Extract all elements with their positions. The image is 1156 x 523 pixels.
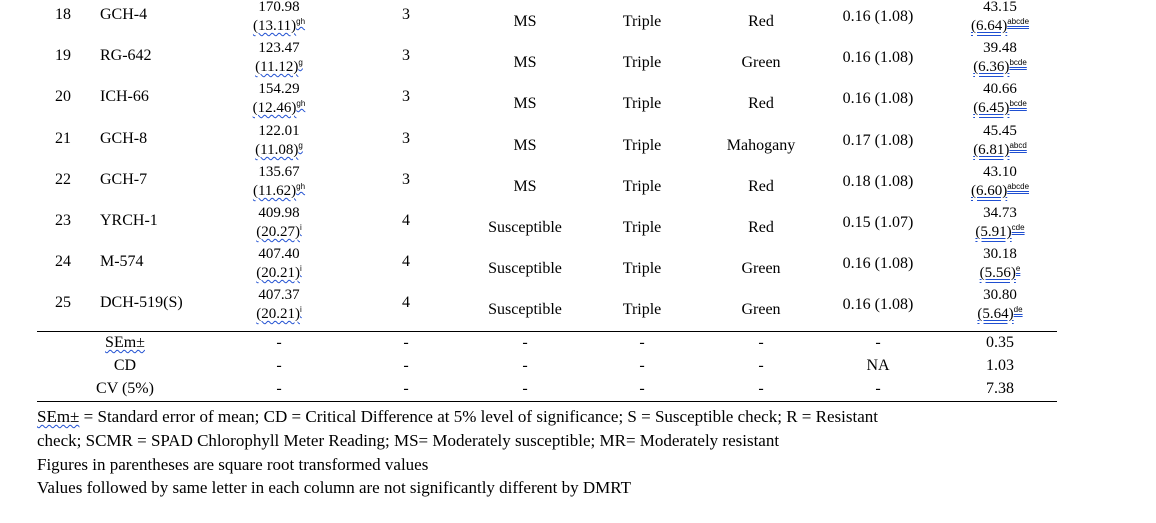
- yield-transformed-cell: [945, 305, 1055, 323]
- stats-cell: -: [875, 380, 881, 397]
- yield-value: 43.15: [983, 0, 1017, 15]
- disease-reaction: MS: [513, 137, 537, 154]
- stats-cell: -: [522, 357, 528, 374]
- stats-label: CD: [113, 357, 137, 374]
- stats-cell: -: [758, 380, 764, 397]
- entry-name: GCH-4: [100, 6, 148, 23]
- raw-transformed-cell: [243, 182, 315, 200]
- scmr-value: 0.16 (1.08): [842, 90, 914, 107]
- disease-reaction: Susceptible: [488, 260, 562, 277]
- stats-row: [0, 334, 1156, 356]
- raw-letter: gh: [296, 17, 306, 26]
- raw-transformed-cell: [243, 223, 315, 241]
- yield-letter: abcde: [1007, 17, 1030, 26]
- footnote-line-4: Values followed by same letter in each column are not significantly different by DMRT: [37, 478, 631, 497]
- yield-transformed: (5.64): [977, 306, 1014, 322]
- scmr-value: 0.16 (1.08): [842, 49, 914, 66]
- stats-label: SEm±: [105, 334, 145, 351]
- entry-name: YRCH-1: [100, 212, 158, 229]
- yield-transformed: (6.64): [970, 18, 1008, 34]
- footnote-line-2: check; SCMR = SPAD Chlorophyll Meter Reading; MS= Moderately susceptible; MR= Moderately resistant: [37, 431, 780, 450]
- yield-transformed-cell: [945, 58, 1055, 76]
- hybrid-type: Triple: [622, 178, 662, 195]
- table-row: [0, 0, 1156, 41]
- table-bottom-rule: [37, 331, 1057, 332]
- yield-transformed: (5.56): [979, 265, 1016, 281]
- footnote-sem-abbr: SEm±: [37, 407, 80, 426]
- disease-score: 4: [402, 212, 410, 229]
- entry-number: 22: [55, 171, 71, 188]
- raw-transformed: (13.11): [252, 18, 297, 34]
- raw-transformed: (20.27): [256, 224, 300, 240]
- disease-reaction: Susceptible: [488, 301, 562, 318]
- yield-letter: de: [1013, 305, 1023, 314]
- scmr-value: 0.16 (1.08): [842, 8, 914, 25]
- stats-cell: -: [403, 334, 409, 351]
- hybrid-type: Triple: [622, 137, 662, 154]
- stem-color: Mahogany: [726, 137, 796, 154]
- hybrid-type: Triple: [622, 54, 662, 71]
- scmr-value: 0.18 (1.08): [842, 173, 914, 190]
- yield-transformed-cell: [945, 264, 1055, 282]
- raw-transformed: (20.21): [256, 265, 300, 281]
- stats-cell: -: [639, 380, 645, 397]
- raw-letter: g: [298, 141, 303, 150]
- table-row: [0, 288, 1156, 329]
- table-row: [0, 124, 1156, 165]
- stem-color: Green: [741, 301, 781, 318]
- disease-score: 3: [402, 47, 410, 64]
- entry-name: GCH-8: [100, 130, 148, 147]
- raw-value: 122.01: [258, 123, 300, 139]
- entry-number: 19: [55, 47, 71, 64]
- stats-cell: -: [758, 357, 764, 374]
- yield-letter: abcd: [1009, 141, 1027, 150]
- table-end-rule: [37, 401, 1057, 402]
- entry-number: 21: [55, 130, 71, 147]
- raw-transformed-cell: [243, 305, 315, 323]
- disease-score: 4: [402, 253, 410, 270]
- yield-value: 39.48: [983, 40, 1017, 56]
- stats-cell: -: [276, 380, 282, 397]
- stats-cell: -: [758, 334, 764, 351]
- entry-number: 18: [55, 6, 71, 23]
- yield-value: 30.18: [983, 246, 1017, 262]
- stats-cell: -: [639, 357, 645, 374]
- entry-name: M-574: [100, 253, 144, 270]
- yield-value: 40.66: [983, 81, 1017, 97]
- table-row: [0, 206, 1156, 247]
- scmr-value: 0.16 (1.08): [842, 255, 914, 272]
- scmr-value: 0.17 (1.08): [842, 132, 914, 149]
- raw-letter: i: [299, 223, 302, 232]
- entry-number: 24: [55, 253, 71, 270]
- table-row: [0, 165, 1156, 206]
- disease-score: 4: [402, 294, 410, 311]
- disease-reaction: MS: [513, 178, 537, 195]
- stats-cell: -: [875, 334, 881, 351]
- stats-cell: NA: [866, 357, 890, 374]
- yield-letter: cde: [1011, 223, 1025, 232]
- raw-value: 407.40: [258, 246, 300, 262]
- yield-transformed-cell: [945, 17, 1055, 35]
- yield-letter: bcde: [1009, 99, 1027, 108]
- yield-letter: e: [1015, 264, 1021, 273]
- table-row: [0, 41, 1156, 82]
- raw-transformed-cell: [243, 264, 315, 282]
- footnote-line-1-text: = Standard error of mean; CD = Critical Difference at 5% level of significance; S = Susceptible check; R = Resistant: [79, 407, 878, 426]
- disease-reaction: Susceptible: [488, 219, 562, 236]
- stats-row: [0, 380, 1156, 402]
- stats-cell: -: [522, 380, 528, 397]
- yield-transformed: (6.45): [973, 100, 1010, 116]
- raw-letter: i: [299, 264, 302, 273]
- stats-cell: -: [276, 357, 282, 374]
- stem-color: Red: [748, 219, 774, 236]
- yield-letter: bcde: [1009, 58, 1027, 67]
- hybrid-type: Triple: [622, 95, 662, 112]
- table-row: [0, 247, 1156, 288]
- raw-value: 409.98: [258, 205, 300, 221]
- raw-transformed-cell: [243, 141, 315, 159]
- stats-cell: -: [403, 380, 409, 397]
- raw-value: 170.98: [258, 0, 300, 15]
- entry-name: ICH-66: [100, 88, 149, 105]
- disease-score: 3: [402, 6, 410, 23]
- hybrid-type: Triple: [622, 219, 662, 236]
- raw-transformed: (12.46): [252, 100, 297, 116]
- raw-value: 407.37: [258, 287, 300, 303]
- stats-cell: -: [276, 334, 282, 351]
- scmr-value: 0.16 (1.08): [842, 296, 914, 313]
- raw-value: 154.29: [258, 81, 300, 97]
- raw-value: 123.47: [258, 40, 300, 56]
- disease-score: 3: [402, 130, 410, 147]
- yield-transformed: (6.36): [973, 59, 1010, 75]
- yield-transformed-cell: [945, 182, 1055, 200]
- stem-color: Red: [748, 178, 774, 195]
- stats-row: [0, 357, 1156, 379]
- hybrid-type: Triple: [622, 301, 662, 318]
- entry-name: RG-642: [100, 47, 152, 64]
- stem-color: Green: [741, 54, 781, 71]
- disease-score: 3: [402, 171, 410, 188]
- raw-letter: gh: [296, 99, 306, 108]
- hybrid-type: Triple: [622, 260, 662, 277]
- footnote-line-1: [37, 405, 1137, 428]
- yield-transformed-cell: [945, 99, 1055, 117]
- raw-letter: g: [298, 58, 303, 67]
- yield-transformed: (5.91): [975, 224, 1012, 240]
- raw-transformed: (11.12): [255, 59, 299, 75]
- yield-transformed-cell: [945, 223, 1055, 241]
- yield-transformed: (6.60): [970, 183, 1008, 199]
- disease-reaction: MS: [513, 54, 537, 71]
- stats-cell: 1.03: [986, 357, 1014, 374]
- raw-letter: i: [299, 305, 302, 314]
- entry-name: DCH-519(S): [100, 294, 183, 311]
- yield-transformed: (6.81): [973, 142, 1010, 158]
- disease-reaction: MS: [513, 13, 537, 30]
- raw-transformed-cell: [243, 58, 315, 76]
- yield-letter: abcde: [1007, 182, 1030, 191]
- yield-value: 34.73: [983, 205, 1017, 221]
- hybrid-type: Triple: [622, 13, 662, 30]
- raw-value: 135.67: [258, 164, 300, 180]
- stem-color: Red: [748, 95, 774, 112]
- table-row: [0, 82, 1156, 123]
- yield-transformed-cell: [945, 141, 1055, 159]
- footnote-line-3: Figures in parentheses are square root transformed values: [37, 455, 429, 474]
- stats-label: CV (5%): [96, 380, 154, 397]
- raw-transformed: (11.08): [255, 142, 299, 158]
- raw-letter: gh: [296, 182, 306, 191]
- stats-cell: 7.38: [986, 380, 1014, 397]
- entry-number: 25: [55, 294, 71, 311]
- raw-transformed-cell: [243, 17, 315, 35]
- raw-transformed-cell: [243, 99, 315, 117]
- stats-cell: -: [522, 334, 528, 351]
- yield-value: 45.45: [983, 123, 1017, 139]
- disease-reaction: MS: [513, 95, 537, 112]
- stats-cell: -: [639, 334, 645, 351]
- raw-transformed: (20.21): [256, 306, 300, 322]
- disease-score: 3: [402, 88, 410, 105]
- entry-number: 20: [55, 88, 71, 105]
- scmr-value: 0.15 (1.07): [842, 214, 914, 231]
- stem-color: Green: [741, 260, 781, 277]
- raw-transformed: (11.62): [252, 183, 297, 199]
- stats-cell: 0.35: [986, 334, 1014, 351]
- yield-value: 30.80: [983, 287, 1017, 303]
- yield-value: 43.10: [983, 164, 1017, 180]
- entry-name: GCH-7: [100, 171, 148, 188]
- stem-color: Red: [748, 13, 774, 30]
- entry-number: 23: [55, 212, 71, 229]
- stats-cell: -: [403, 357, 409, 374]
